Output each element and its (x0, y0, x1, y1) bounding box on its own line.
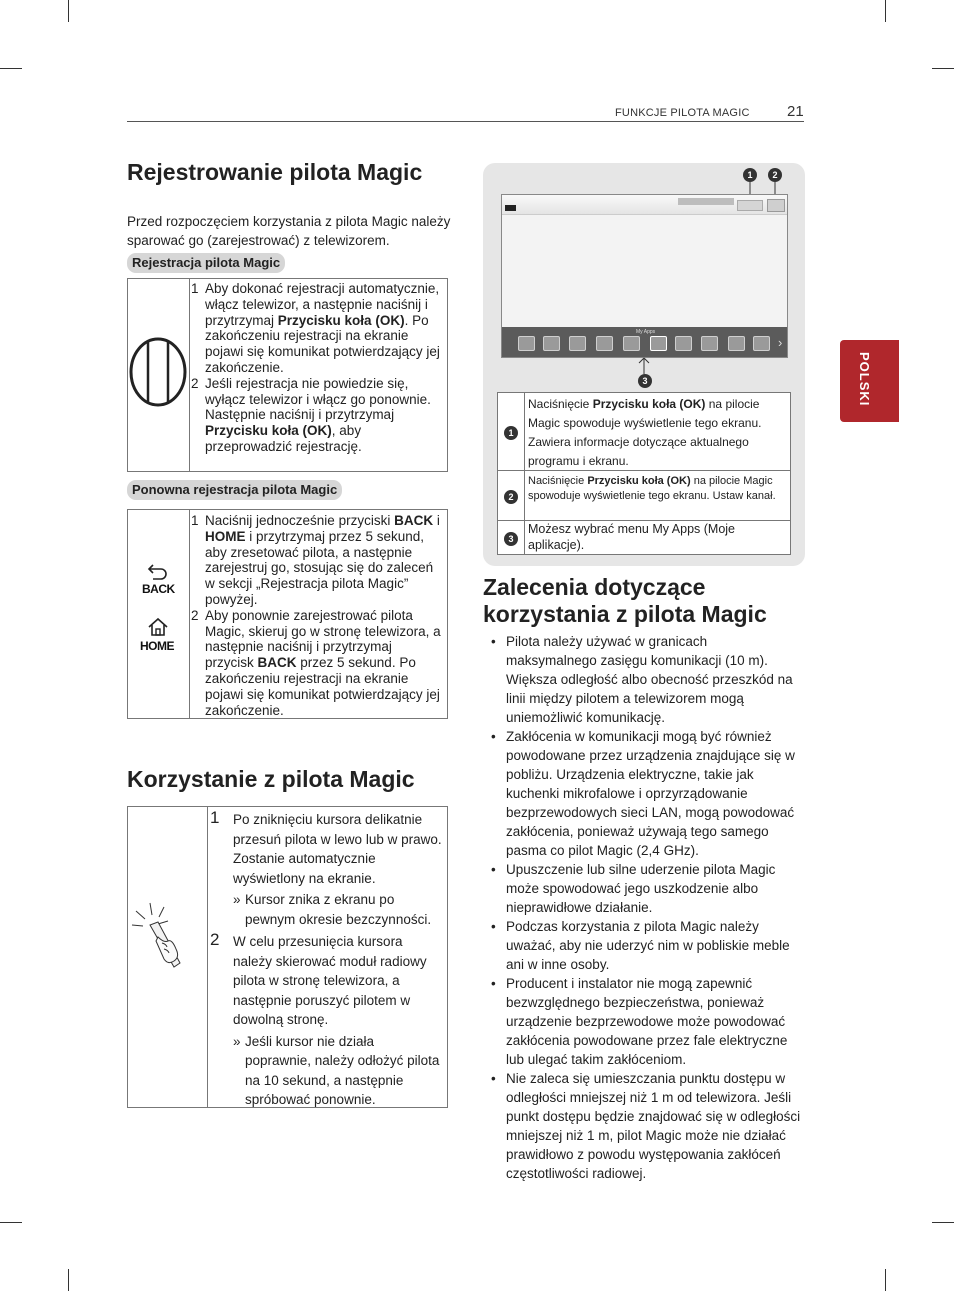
bold-text: Przycisku koła (OK) (277, 312, 405, 328)
column-divider (189, 510, 190, 718)
bold-text: HOME (205, 528, 246, 544)
bold-text: Przycisku koła (OK) (592, 397, 706, 411)
register-steps (191, 281, 443, 455)
list-item: • Upuszczenie lub silne uderzenie pilota Magic może spowodować jego uszkodzenie albo nieprawidłowe działanie. (491, 860, 801, 917)
crop-mark (932, 1222, 954, 1223)
text-run: i (433, 513, 440, 528)
magic-remote-wheel-icon (129, 337, 187, 407)
step-number: 1 (210, 808, 220, 827)
bold-text: BACK (394, 513, 434, 528)
usage-step-1-note (233, 890, 442, 929)
crop-mark (0, 68, 22, 69)
app-icon[interactable] (701, 336, 718, 351)
usage-step-1-note-text: Kursor znika z ekranu po pewnym okresie bezczynności. (245, 892, 432, 927)
usage-steps (210, 810, 442, 1113)
text-run: Aby dokonać rejestracji automatycznie, włącz telewizor, a następnie naciśnij i przytrzymaj (205, 281, 440, 328)
bold-text: Przycisku koła (OK) (587, 475, 691, 487)
table-cell (528, 474, 786, 504)
table-row (498, 471, 790, 521)
info-button (737, 200, 763, 211)
register-subsection-pill: Rejestracja pilota Magic (127, 253, 285, 273)
note-marker: » (233, 1033, 241, 1049)
my-apps-label: My Apps (636, 329, 656, 335)
usage-step-2-text: W celu przesunięcia kursora należy skierować moduł radiowy pilota w stronę telewizora, a następnie poruszyć pilotem w dowolną stronę. (233, 934, 427, 1027)
step-item (191, 513, 443, 608)
text-run: Jeśli rejestracja nie powiedzie się, wyłącz telewizor i włącz go ponownie. Następnie naciśnij i przytrzymaj (205, 375, 431, 423)
step-number: 1 (191, 513, 199, 528)
app-icon[interactable] (675, 336, 692, 351)
page-number: 21 (787, 103, 804, 120)
table-cell (528, 521, 786, 553)
my-apps-bar (502, 327, 787, 357)
column-divider (189, 279, 190, 471)
table-row (498, 521, 790, 555)
crop-mark (68, 1269, 69, 1291)
language-tab-label: POLSKI (857, 352, 872, 407)
program-info-bar (678, 198, 734, 205)
text-run: . Po zakończeniu rejestracji na ekranie pojawi się komunikat potwierdzający jej zakończenie. (205, 312, 440, 375)
text-run: Możesz wybrać menu My Apps (Moje aplikacje). (528, 522, 736, 552)
step-number: 1 (191, 281, 199, 296)
row-number: 2 (504, 490, 518, 504)
text-run: Naciśnij jednocześnie przyciski (205, 513, 395, 528)
step-number: 2 (191, 375, 199, 391)
crop-mark (0, 1222, 22, 1223)
step-item (191, 376, 443, 455)
list-item: • Pilota należy używać w granicach maksymalnego zasięgu komunikacji (10 m). Większa odległość albo obecność przeszkód na linii między pilotem a telewizorem mogą uniemożliwić komunikację. (491, 632, 801, 727)
home-label: HOME (140, 639, 174, 653)
usage-step-2-note (233, 1032, 442, 1110)
table-cell (528, 395, 786, 471)
column-divider (207, 807, 208, 1107)
text-run: Aby ponownie zarejestrować pilota Magic, skieruj go w stronę telewizora, a następnie naciśnij i przytrzymaj przycisk (205, 607, 441, 671)
channel-logo (505, 205, 516, 211)
list-item: • Podczas korzystania z pilota Magic należy uważać, aby nie uderzyć nim w pobliskie meble ani w inne osoby. (491, 917, 801, 974)
chevron-right-icon[interactable]: › (778, 335, 783, 350)
usage-step-2 (210, 932, 442, 1110)
step-number: 2 (191, 607, 199, 623)
bold-text: BACK (257, 655, 297, 671)
header-rule (127, 121, 804, 122)
bold-text: Przycisku koła (OK) (205, 423, 332, 439)
crop-mark (885, 0, 886, 22)
text-run: i przytrzymaj przez 5 sekund, aby zresetować pilota, a następnie zarejestruj go, stosując się do zaleceń w sekcji „Rejestracja pilota Magic” powyżej. (205, 528, 434, 607)
step-item (191, 281, 443, 376)
crop-mark (932, 68, 954, 69)
row-number: 3 (504, 532, 518, 546)
list-item: • Nie zaleca się umieszczania punktu dostępu w odległości mniejszej niż 1 m od telewizora. Jeśli punkt dostępu będzie znajdować się w odległości mniejszej niż 1 m, pilot Magic może nie działać prawidłowo z powodu występowania zakłóceń częstotliwości radiowej. (491, 1069, 801, 1183)
step-number: 2 (210, 930, 220, 949)
list-item: • Producent i instalator nie mogą zapewnić bezwzględnego bezpieczeństwa, ponieważ urządzenie bezprzewodowe może powodować zakłócenia powodowane przez fale elektryczne lub ulegać takim zakłóceniom. (491, 974, 801, 1069)
app-icon[interactable] (596, 336, 613, 351)
back-icon (147, 562, 169, 580)
home-app-icon[interactable] (569, 336, 586, 351)
reregister-subsection-pill: Ponowna rejestracja pilota Magic (127, 480, 342, 500)
usage-step-2-note-text: Jeśli kursor nie działa poprawnie, należy odłożyć pilota na 10 sekund, a następnie spróbować ponownie. (245, 1033, 440, 1107)
app-icon[interactable] (753, 336, 770, 351)
step-item (191, 608, 443, 719)
crop-mark (68, 0, 69, 22)
note-marker: » (233, 892, 241, 907)
recommendations-list (491, 632, 801, 1183)
recommendations-title: Zalecenia dotyczące korzystania z pilota Magic (483, 574, 767, 627)
text-run: , aby przeprowadzić rejestrację. (205, 423, 362, 454)
text-run: na pilocie Magic spowoduje wyświetlenie tego ekranu. Zawiera informacje dotyczące aktualnego programu i ekranu. (528, 397, 762, 468)
app-icon[interactable] (728, 336, 745, 351)
callout-2: 2 (768, 168, 782, 182)
usage-step-1-text: Po zniknięciu kursora delikatnie przesuń pilota w lewo lub w prawo. Zostanie automatycznie wyświetlony na ekranie. (233, 812, 442, 886)
app-icon-selected[interactable] (650, 336, 667, 351)
register-intro: Przed rozpoczęciem korzystania z pilota Magic należy sparować go (zarejestrować) z telewizorem. (127, 214, 451, 248)
register-title: Rejestrowanie pilota Magic (127, 159, 423, 185)
callout-3: 3 (638, 374, 652, 388)
app-icon[interactable] (518, 336, 535, 351)
app-icon[interactable] (623, 336, 640, 351)
hand-remote-icon (128, 897, 206, 977)
text-run: Naciśnięcie (528, 475, 588, 487)
channel-button (767, 199, 785, 212)
reregister-steps (191, 513, 443, 718)
usage-step-1 (210, 810, 442, 929)
usage-title: Korzystanie z pilota Magic (127, 766, 415, 792)
home-icon (147, 617, 169, 637)
back-label: BACK (142, 582, 175, 596)
tv-info-bar (502, 195, 787, 215)
screen-callout-table (497, 392, 791, 555)
settings-app-icon[interactable] (543, 336, 560, 351)
tv-screen (501, 194, 788, 358)
text-run: przez 5 sekund. Po zakończeniu rejestracji na ekranie pojawi się komunikat potwierdzający jej zakończenie. (205, 655, 440, 718)
callout-3-arrow (637, 356, 651, 374)
language-tab (840, 340, 899, 422)
callout-1: 1 (743, 168, 757, 182)
crop-mark (885, 1269, 886, 1291)
text-run: Naciśnięcie (528, 397, 593, 411)
table-row (498, 393, 790, 471)
list-item: • Zakłócenia w komunikacji mogą być również powodowane przez urządzenia znajdujące się w pobliżu. Urządzenia elektryczne, takie jak kuchenki mikrofalowe i oprzyrządowanie bezprzewodowych sieci LAN, mogą powodować zakłócenia, ponieważ używają tego samego pasma co pilot Magic (2,4 GHz). (491, 727, 801, 860)
row-number: 1 (504, 426, 518, 440)
text-run: na pilocie Magic spowoduje wyświetlenie tego ekranu. Ustaw kanał. (528, 475, 776, 502)
section-label: FUNKCJE PILOTA MAGIC (615, 107, 750, 119)
